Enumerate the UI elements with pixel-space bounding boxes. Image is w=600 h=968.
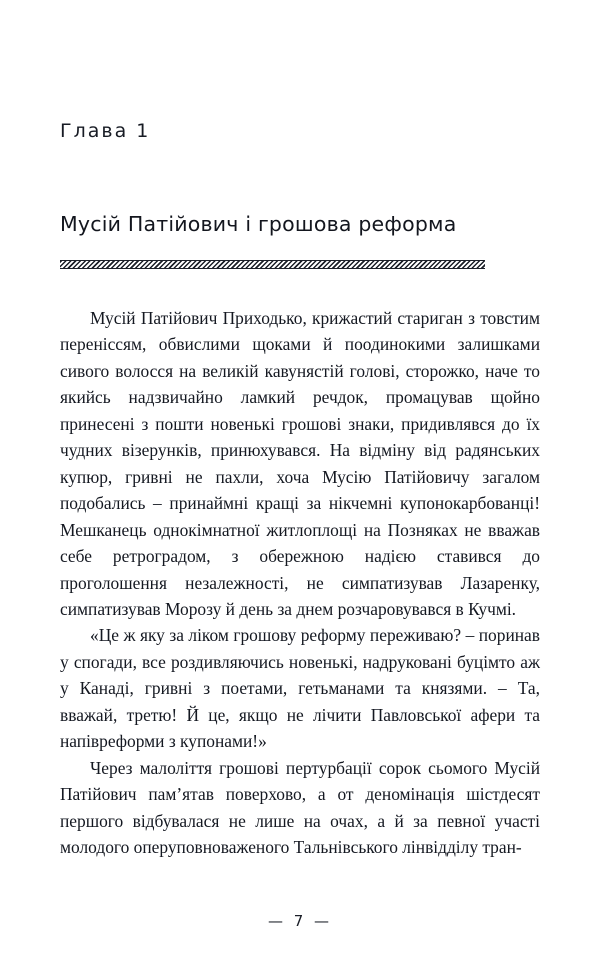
folio-dash-right: —: [314, 912, 333, 930]
chapter-label: Глава 1: [60, 120, 151, 142]
paragraph: «Це ж яку за ліком грошову реформу переживаю? – поринав у спогади, все роздивляючись новенькі, надруковані буцімто аж у Канаді, гривні з поетами, гетьманами та князями. – Та, вважай, третю! Й це, якщо не лічити Павловської афери та напівреформи з купонами!»: [60, 625, 540, 752]
page-folio: [0, 912, 600, 930]
title-divider: [60, 260, 485, 269]
paragraph: Мусій Патійович Приходько, крижастий стариган з товстим переніссям, обвислими щоками й поодинокими залишками сивого волосся на великій кавунястій голові, сторожко, наче то якийсь надзвичайно ламкий речдок, промацував щойно принесені з пошти новенькі грошові знаки, придивлявся до їх чудних візерунків, принюхувався. На відміну від радянських купюр, гривні не пахли, хоча Мусію Патійовичу загалом подобались – принаймні кращі за нікчемні купонокарбованці! Мешканець однокімнатної житлоплощі на Позняках не вважав себе ретроградом, з обережною надією ставився до проголошення незалежності, не симпатизував Лазаренку, симпатизував Морозу й день за днем розчаровувався в Кучмі.: [60, 308, 540, 619]
paragraph: Через малоліття грошові пертурбації сорок сьомого Мусій Патійович пам’ятав поверхово, а от деномінація шістдесят першого відбувалася не лише на очах, а й за певної участі молодого оперуповноваженого Тальнівського лінвідділу тран-: [60, 757, 540, 858]
page-number: 7: [293, 912, 307, 930]
body-text: [60, 305, 540, 861]
chapter-title: Мусій Патійович і грошова реформа: [60, 212, 457, 236]
book-page: [0, 120, 600, 968]
folio-dash-left: —: [267, 912, 286, 930]
